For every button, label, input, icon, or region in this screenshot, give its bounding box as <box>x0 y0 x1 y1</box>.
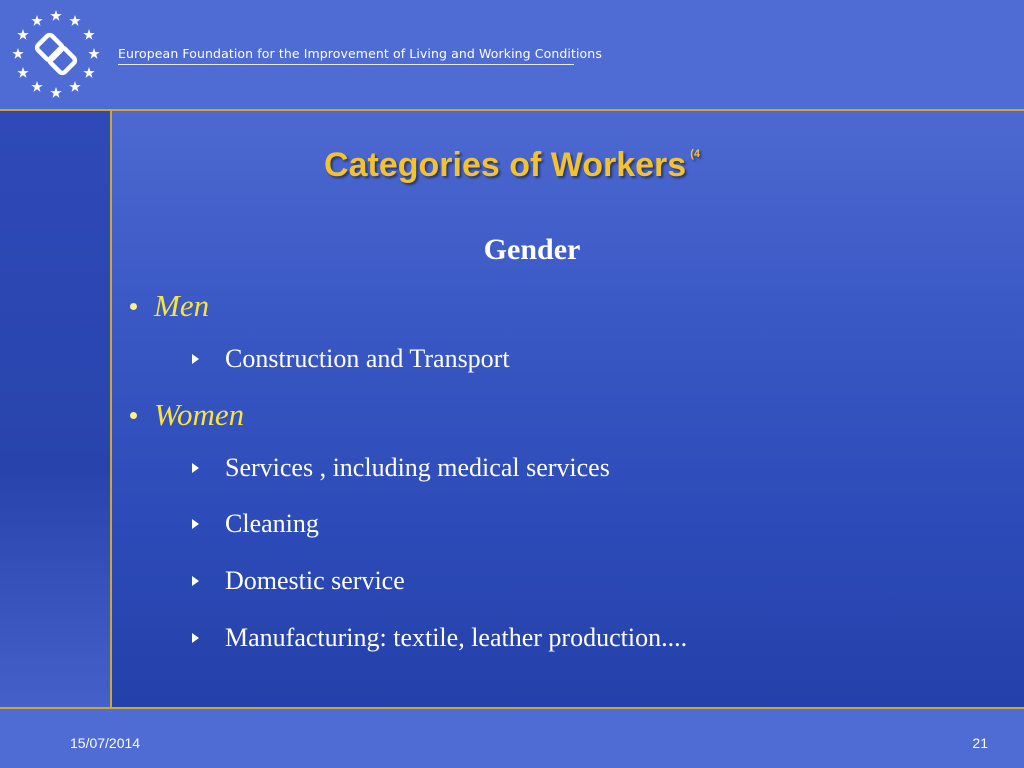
triangle-bullet-icon <box>192 576 199 586</box>
page-number: 21 <box>972 735 988 751</box>
bullet-label: Women <box>154 397 245 432</box>
footer-date: 15/07/2014 <box>70 735 141 751</box>
sub-bullet-label: Construction and Transport <box>225 344 510 373</box>
bullet-dot-icon <box>130 412 137 419</box>
slide-title-text: Categories of Workers <box>324 146 687 184</box>
organization-name: European Foundation for the Improvement of Living and Working Conditions <box>118 46 602 61</box>
footer-bar <box>0 709 1024 768</box>
bullet-item-women <box>130 397 244 433</box>
eu-stars-logo-icon <box>8 8 104 104</box>
sub-bullet-label: Services , including medical services <box>225 453 610 482</box>
sub-bullet-item <box>192 453 610 483</box>
bullet-dot-icon <box>130 303 137 310</box>
sub-bullet-label: Manufacturing: textile, leather production.... <box>225 623 688 652</box>
sub-bullet-label: Cleaning <box>225 509 319 538</box>
triangle-bullet-icon <box>192 354 199 364</box>
slide-subtitle: Gender <box>483 233 581 266</box>
slide-title <box>0 146 1024 185</box>
sub-bullet-item <box>192 623 687 653</box>
triangle-bullet-icon <box>192 633 199 643</box>
sub-bullet-item <box>192 566 405 596</box>
triangle-bullet-icon <box>192 519 199 529</box>
triangle-bullet-icon <box>192 463 199 473</box>
slide-title-suffix: (4 <box>690 148 700 160</box>
organization-underline <box>118 64 574 65</box>
sub-bullet-item <box>192 344 510 374</box>
bullet-label: Men <box>154 288 210 323</box>
sub-bullet-label: Domestic service <box>225 566 405 595</box>
bullet-item-men <box>130 288 209 324</box>
slide-content-area <box>112 111 1024 707</box>
left-panel <box>0 111 110 707</box>
sub-bullet-item <box>192 509 319 539</box>
